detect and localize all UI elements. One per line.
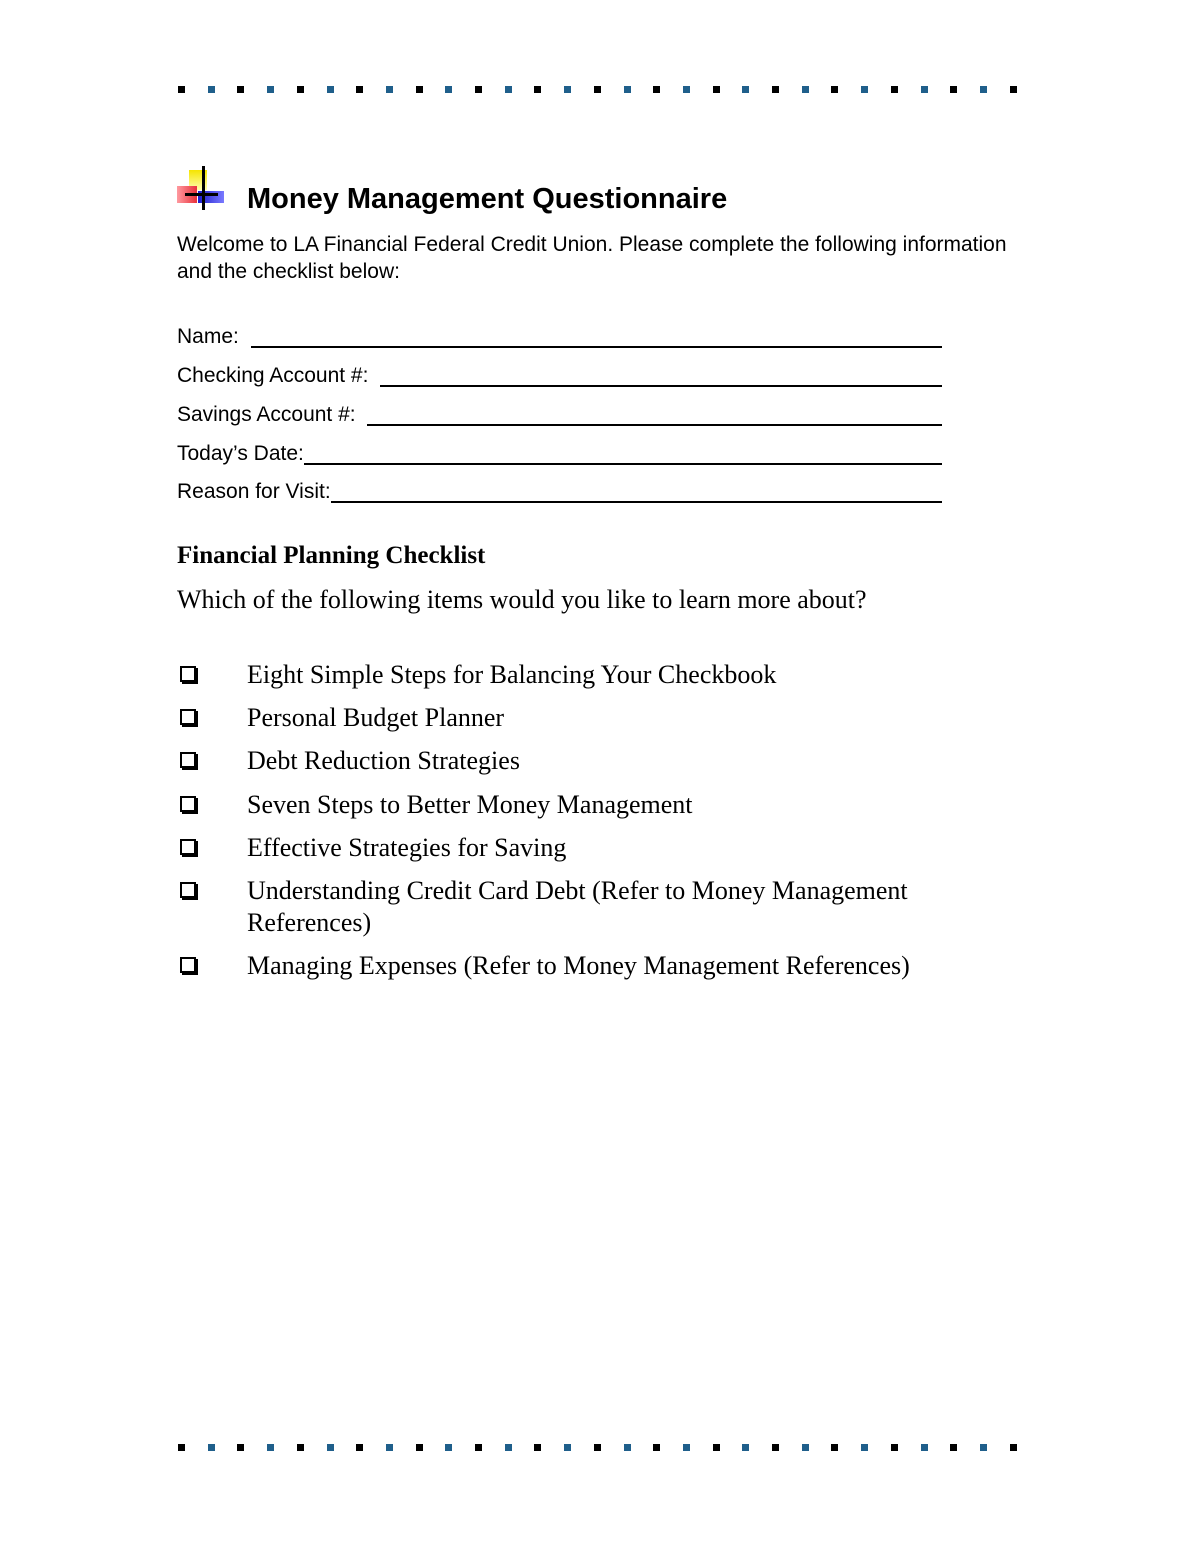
checklist-item-label: Effective Strategies for Saving [247, 833, 567, 862]
checklist-item-label: Personal Budget Planner [247, 703, 505, 732]
border-dot [445, 1444, 452, 1451]
border-dot [950, 1444, 957, 1451]
border-dot [534, 1444, 541, 1451]
border-dot [475, 1444, 482, 1451]
border-dot [327, 1444, 334, 1451]
border-dot [208, 86, 215, 93]
border-dot [267, 1444, 274, 1451]
checking-account-input-line[interactable] [380, 367, 942, 387]
border-dot [950, 86, 957, 93]
name-field [177, 322, 942, 350]
checking-account-field [177, 361, 942, 389]
name-label: Name: [177, 325, 251, 348]
checklist-item-label: Debt Reduction Strategies [247, 746, 520, 775]
checklist-item-label: Understanding Credit Card Debt (Refer to Money Management References) [247, 876, 908, 937]
name-input-line[interactable] [251, 328, 942, 348]
intro-text: Welcome to LA Financial Federal Credit Union. Please complete the following information and the checklist below: [177, 233, 1007, 283]
top-dotted-border [178, 86, 1014, 94]
border-dot [416, 86, 423, 93]
border-dot [386, 86, 393, 93]
border-dot [416, 1444, 423, 1451]
border-dot [356, 1444, 363, 1451]
border-dot [237, 1444, 244, 1451]
border-dot [237, 86, 244, 93]
border-dot [594, 86, 601, 93]
page-title: Money Management Questionnaire [247, 183, 728, 215]
todays-date-input-line[interactable] [304, 445, 942, 465]
border-dot [178, 86, 185, 93]
border-dot [683, 1444, 690, 1451]
border-dot [921, 1444, 928, 1451]
border-dot [564, 86, 571, 93]
crosshair-logo-icon [176, 166, 224, 212]
todays-date-label: Today’s Date: [177, 442, 304, 465]
border-dot [713, 86, 720, 93]
checkbox[interactable] [180, 839, 196, 855]
savings-account-input-line[interactable] [367, 406, 942, 426]
checkbox[interactable] [180, 957, 196, 973]
reason-for-visit-input-line[interactable] [331, 483, 942, 503]
border-dot [921, 86, 928, 93]
border-dot [624, 1444, 631, 1451]
border-dot [772, 86, 779, 93]
border-dot [1010, 1444, 1017, 1451]
border-dot [1010, 86, 1017, 93]
reason-for-visit-label: Reason for Visit: [177, 480, 331, 503]
checkbox[interactable] [180, 752, 196, 768]
border-dot [297, 1444, 304, 1451]
border-dot [534, 86, 541, 93]
border-dot [891, 1444, 898, 1451]
border-dot [386, 1444, 393, 1451]
border-dot [178, 1444, 185, 1451]
checklist-question: Which of the following items would you like to learn more about? [177, 585, 867, 614]
savings-account-label: Savings Account #: [177, 403, 368, 426]
bottom-dotted-border [178, 1444, 1014, 1452]
border-dot [772, 1444, 779, 1451]
checklist-item-label: Seven Steps to Better Money Management [247, 790, 693, 819]
checklist-heading: Financial Planning Checklist [177, 542, 486, 569]
border-dot [356, 86, 363, 93]
border-dot [831, 86, 838, 93]
border-dot [445, 86, 452, 93]
checking-account-label: Checking Account #: [177, 364, 381, 387]
border-dot [742, 86, 749, 93]
border-dot [327, 86, 334, 93]
border-dot [861, 1444, 868, 1451]
border-dot [475, 86, 482, 93]
border-dot [980, 86, 987, 93]
border-dot [594, 1444, 601, 1451]
checkbox[interactable] [180, 882, 196, 898]
todays-date-field [177, 439, 942, 467]
border-dot [742, 1444, 749, 1451]
checklist-item-label: Managing Expenses (Refer to Money Management References) [247, 951, 910, 980]
reason-for-visit-field [177, 477, 942, 505]
checkbox[interactable] [180, 666, 196, 682]
border-dot [861, 86, 868, 93]
border-dot [802, 86, 809, 93]
border-dot [802, 1444, 809, 1451]
border-dot [624, 86, 631, 93]
border-dot [564, 1444, 571, 1451]
border-dot [891, 86, 898, 93]
border-dot [653, 1444, 660, 1451]
border-dot [297, 86, 304, 93]
border-dot [208, 1444, 215, 1451]
border-dot [831, 1444, 838, 1451]
border-dot [505, 1444, 512, 1451]
checkbox[interactable] [180, 796, 196, 812]
checkbox[interactable] [180, 709, 196, 725]
border-dot [653, 86, 660, 93]
border-dot [683, 86, 690, 93]
savings-account-field [177, 400, 942, 428]
border-dot [713, 1444, 720, 1451]
border-dot [267, 86, 274, 93]
border-dot [505, 86, 512, 93]
border-dot [980, 1444, 987, 1451]
checklist-item-label: Eight Simple Steps for Balancing Your Checkbook [247, 660, 777, 689]
